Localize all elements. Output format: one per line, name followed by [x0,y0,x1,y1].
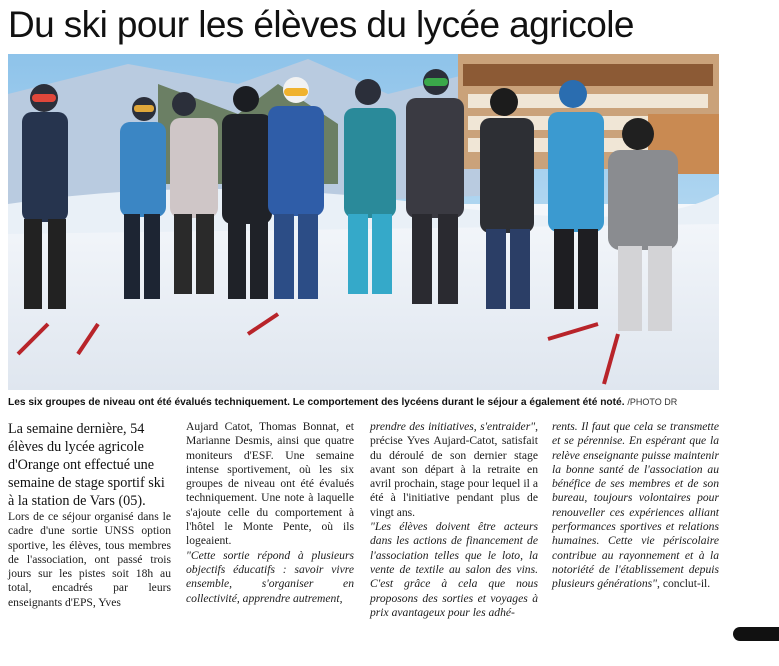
caption-text: Les six groupes de niveau ont été évalués techniquement. Le comportement des lycéens durant le séjour a également été noté. [8,397,625,408]
article-headline: Du ski pour les élèves du lycée agricole [8,4,634,45]
quote-continuation: prendre des initiatives, s'entraider" [370,420,536,433]
article-column-1 [8,420,171,610]
article-column-3 [370,420,538,620]
article-column-4 [552,420,719,592]
photo-credit: /PHOTO DR [627,397,678,407]
quote-financement: "Les élèves doivent être acteurs dans les actions de financement de l'association telles que le loto, la vente de textile au salon des vins. C'est grâce à cela que nous proposons des sorties et voyages à prix avantageux pour les adhé- [370,520,538,619]
photo-caption [8,396,728,409]
page-edge-tab [733,627,779,641]
ski-group-illustration [8,54,719,390]
quote-objectifs: "Cette sortie répond à plusieurs objectifs éducatifs : savoir vivre ensemble, s'organiser en collectivité, apprendre autrement, [186,548,354,605]
group-photo [8,54,719,390]
attribution-text: , précise Yves Aujard-Catot, satisfait du déroulé de son dernier stage avant son départ à la retraite en avril prochain, stage pour lequel il a été à l'initiative pendant plus de vingt ans. [370,420,538,519]
closing-attribution: , conclut-il. [657,577,711,591]
quote-conclusion: rents. Il faut que cela se transmette et se pérennise. En espérant que la relève enseignante puisse maintenir la bonne santé de l'association au bénéfice de ses membres et de son bureau, toujours volontaires pour renouveller ces expériences alliant performances sportives et relations humaines. Cette vie périscolaire contribue au rayonnement et à la notoriété de l'établissement depuis plusieurs générations" [552,420,719,591]
article-lead: La semaine dernière, 54 élèves du lycée agricole d'Orange ont effectué une semaine de stage sportif ski à la station de Vars (05). [8,421,165,509]
article-column-2 [186,420,354,606]
body-paragraph-1: Lors de ce séjour organisé dans le cadre d'une sortie UNSS option sportive, les élèves, tous membres de l'association, ont passé trois jours sur les pistes soit 18h au total, encadrés par leurs enseignants d'EPS, Yves [8,510,171,609]
body-paragraph-2: Aujard Catot, Thomas Bonnat, et Marianne Desmis, ainsi que quatre moniteurs d'ESF. Une semaine intense sportivement, où les six groupes de niveau ont été évalués techniquement. Une note à laquelle s'ajoute celle du comportement à l'hôtel le Monte Pente, où ils logeaient. [186,420,354,548]
